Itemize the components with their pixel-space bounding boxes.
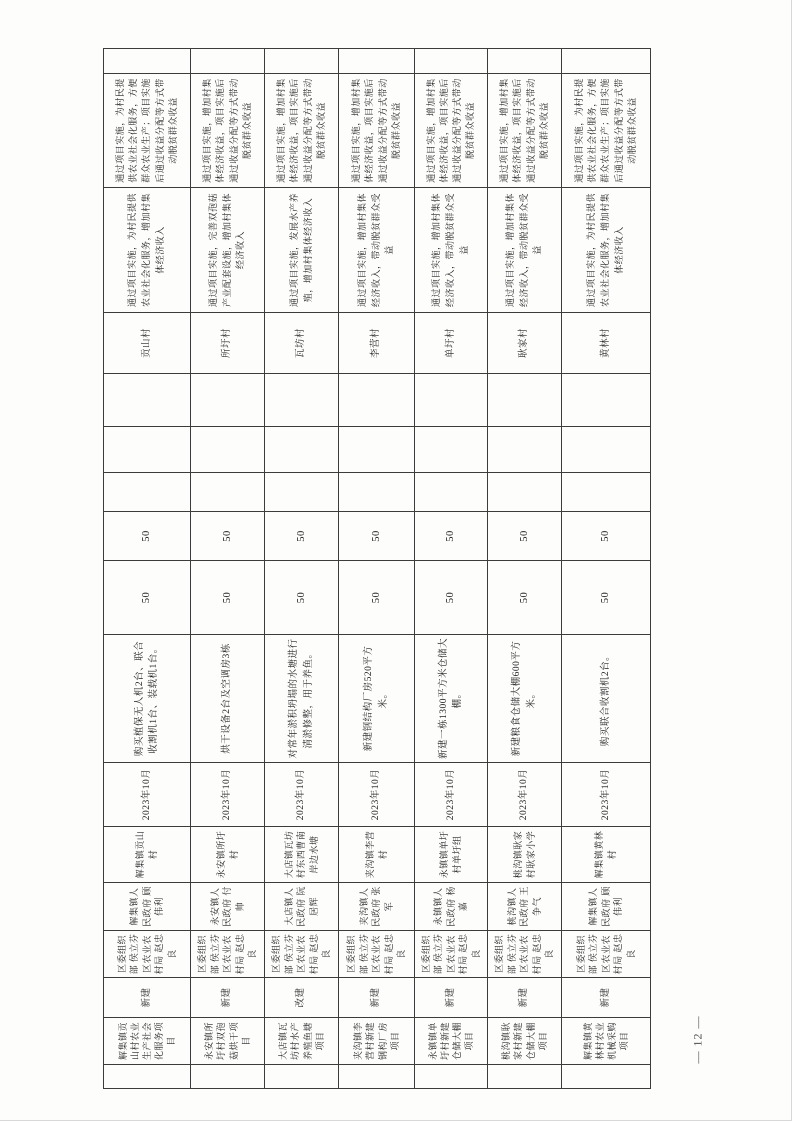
completion-time-cell: 2023年10月 (339, 762, 415, 826)
content-scale-cell: 购买植保无人机2台、联合收割机1台、装载机1台。 (104, 634, 191, 762)
benefit-village-cell: 贡山村 (104, 312, 191, 373)
completion-time-cell: 2023年10月 (191, 762, 265, 826)
fund-a-cell: 50 (415, 560, 488, 634)
linkage-mechanism-cell: 通过项目实施，增加村集体经济收益，项目实施后通过收益分配等方式带动脱贫群众收益 (488, 73, 562, 187)
content-scale-cell: 烘干设备2台及空调房3栋 (191, 634, 265, 762)
content-scale-cell: 新建一栋1300平方米仓储大棚。 (415, 634, 488, 762)
page-number: — 12 — (690, 1015, 705, 1064)
implementing-unit-cell: 永安镇人民政府 付帅 (191, 882, 265, 930)
blank-right-cell (104, 48, 191, 73)
fund-a-cell: 50 (191, 560, 265, 634)
project-name-cell: 解集镇黄林村农业机械采购项目 (562, 1017, 651, 1064)
linkage-mechanism-cell: 通过项目实施，增加村集体经济收益，项目实施后通过收益分配等方式带动脱贫群众收益 (415, 73, 488, 187)
blank-1-cell (104, 472, 191, 511)
blank-right-cell (191, 48, 265, 73)
blank-right-cell (488, 48, 562, 73)
implementing-unit-cell: 大店镇人民政府 阮居辉 (265, 882, 339, 930)
blank-1-cell (415, 472, 488, 511)
location-cell: 永镇镇单圩村单圩组 (415, 826, 488, 882)
project-name-cell: 大店镇瓦坊村水产养殖鱼塘项目 (265, 1017, 339, 1064)
blank-3-cell (339, 373, 415, 426)
fund-b-cell: 50 (265, 511, 339, 560)
blank-left-cell (191, 1064, 265, 1088)
blank-3-cell (488, 373, 562, 426)
responsible-unit-cell: 区委组织部 侯立芬 区农业农村局 赵忠良 (104, 930, 191, 977)
blank-1-cell (562, 472, 651, 511)
benefit-village-cell: 李营村 (339, 312, 415, 373)
blank-1-cell (191, 472, 265, 511)
content-scale-cell: 新建粮食仓储大棚600平方米。 (488, 634, 562, 762)
location-cell: 大店镇瓦坊村东西曹南岸边水塘 (265, 826, 339, 882)
blank-3-cell (562, 373, 651, 426)
performance-goal-cell: 通过项目实施，增加村集体经济收入，带动脱贫群众受益 (488, 187, 562, 312)
project-name-cell: 夹沟镇李营村新建钢构厂房项目 (339, 1017, 415, 1064)
construction-nature-cell: 新建 (415, 977, 488, 1017)
fund-b-cell: 50 (562, 511, 651, 560)
linkage-mechanism-cell: 通过项目实施，增加村集体经济收益，项目实施后通过收益分配等方式带动脱贫群众收益 (339, 73, 415, 187)
blank-right-cell (265, 48, 339, 73)
location-cell: 解集镇贡山村 (104, 826, 191, 882)
responsible-unit-cell: 区委组织部 侯立芬 区农业农村局 赵忠良 (339, 930, 415, 977)
construction-nature-cell: 新建 (191, 977, 265, 1017)
fund-a-cell: 50 (339, 560, 415, 634)
completion-time-cell: 2023年10月 (104, 762, 191, 826)
implementing-unit-cell: 解集镇人民政府 顾伟利 (104, 882, 191, 930)
location-cell: 永安镇所圩村 (191, 826, 265, 882)
blank-3-cell (191, 373, 265, 426)
performance-goal-cell: 通过项目实施，增加村集体经济收入，带动脱贫群众受益 (415, 187, 488, 312)
responsible-unit-cell: 区委组织部 侯立芬 区农业农村局 赵忠良 (562, 930, 651, 977)
benefit-village-cell: 黄林村 (562, 312, 651, 373)
fund-b-cell: 50 (104, 511, 191, 560)
implementing-unit-cell: 夹沟镇人民政府 张军 (339, 882, 415, 930)
performance-goal-cell: 通过项目实施，为村民提供农业社会化服务，增加村集体经济收入 (104, 187, 191, 312)
construction-nature-cell: 新建 (104, 977, 191, 1017)
completion-time-cell: 2023年10月 (265, 762, 339, 826)
responsible-unit-cell: 区委组织部 侯立芬 区农业农村局 赵忠良 (265, 930, 339, 977)
blank-right-cell (562, 48, 651, 73)
location-cell: 夹沟镇李营村 (339, 826, 415, 882)
performance-goal-cell: 通过项目实施，增加村集体经济收入，带动脱贫群众受益 (339, 187, 415, 312)
benefit-village-cell: 单圩村 (415, 312, 488, 373)
blank-left-cell (488, 1064, 562, 1088)
fund-a-cell: 50 (488, 560, 562, 634)
responsible-unit-cell: 区委组织部 侯立芬 区农业农村局 赵忠良 (191, 930, 265, 977)
blank-3-cell (265, 373, 339, 426)
blank-2-cell (562, 426, 651, 472)
blank-left-cell (265, 1064, 339, 1088)
blank-2-cell (191, 426, 265, 472)
responsible-unit-cell: 区委组织部 侯立芬 区农业农村局 赵忠良 (415, 930, 488, 977)
blank-3-cell (104, 373, 191, 426)
implementing-unit-cell: 桃沟镇人民政府 王争气 (488, 882, 562, 930)
blank-left-cell (562, 1064, 651, 1088)
benefit-village-cell: 所圩村 (191, 312, 265, 373)
blank-1-cell (265, 472, 339, 511)
linkage-mechanism-cell: 通过项目实施，增加村集体经济收益，项目实施后通过收益分配等方式带动脱贫群众收益 (265, 73, 339, 187)
blank-left-cell (104, 1064, 191, 1088)
blank-left-cell (339, 1064, 415, 1088)
project-name-cell: 解集镇贡山村农业生产社会化服务项目 (104, 1017, 191, 1064)
linkage-mechanism-cell: 通过项目实施，为村民提供农业社会化服务，方便群众农业生产；项目实施后通过收益分配等方式带动脱贫群众收益 (104, 73, 191, 187)
construction-nature-cell: 新建 (488, 977, 562, 1017)
fund-a-cell: 50 (562, 560, 651, 634)
performance-goal-cell: 通过项目实施，为村民提供农业社会化服务，增加村集体经济收入 (562, 187, 651, 312)
location-cell: 桃沟镇耿家村耿家小学 (488, 826, 562, 882)
content-scale-cell: 购买联合收割机2台。 (562, 634, 651, 762)
project-name-cell: 桃沟镇耿家村新建仓储大棚项目 (488, 1017, 562, 1064)
benefit-village-cell: 耿家村 (488, 312, 562, 373)
blank-2-cell (415, 426, 488, 472)
fund-b-cell: 50 (415, 511, 488, 560)
blank-right-cell (415, 48, 488, 73)
performance-goal-cell: 通过项目实施，完善双孢菇产业配套设施，增加村集体经济收入 (191, 187, 265, 312)
implementing-unit-cell: 解集镇人民政府 顾伟利 (562, 882, 651, 930)
fund-b-cell: 50 (191, 511, 265, 560)
implementing-unit-cell: 永镇镇人民政府 杨嘉 (415, 882, 488, 930)
blank-2-cell (488, 426, 562, 472)
blank-2-cell (104, 426, 191, 472)
completion-time-cell: 2023年10月 (415, 762, 488, 826)
fund-b-cell: 50 (488, 511, 562, 560)
blank-left-cell (415, 1064, 488, 1088)
location-cell: 解集镇黄林村 (562, 826, 651, 882)
blank-3-cell (415, 373, 488, 426)
fund-b-cell: 50 (339, 511, 415, 560)
blank-1-cell (339, 472, 415, 511)
project-name-cell: 永镇镇单圩村新建仓储大棚项目 (415, 1017, 488, 1064)
fund-a-cell: 50 (104, 560, 191, 634)
performance-goal-cell: 通过项目实施，发展水产养殖，增加村集体经济收入 (265, 187, 339, 312)
blank-right-cell (339, 48, 415, 73)
projects-table (103, 48, 651, 1089)
completion-time-cell: 2023年10月 (488, 762, 562, 826)
construction-nature-cell: 新建 (562, 977, 651, 1017)
blank-2-cell (265, 426, 339, 472)
fund-a-cell: 50 (265, 560, 339, 634)
content-scale-cell: 对常年淤积坍塌的水塘进行清淤修整，用于养鱼。 (265, 634, 339, 762)
construction-nature-cell: 新建 (339, 977, 415, 1017)
benefit-village-cell: 瓦坊村 (265, 312, 339, 373)
project-name-cell: 永安镇所圩村双孢菇烘干项目 (191, 1017, 265, 1064)
construction-nature-cell: 改建 (265, 977, 339, 1017)
blank-1-cell (488, 472, 562, 511)
linkage-mechanism-cell: 通过项目实施，增加村集体经济收益，项目实施后通过收益分配等方式带动脱贫群众收益 (191, 73, 265, 187)
linkage-mechanism-cell: 通过项目实施，为村民提供农业社会化服务，方便群众农业生产；项目实施后通过收益分配等方式带动脱贫群众收益 (562, 73, 651, 187)
completion-time-cell: 2023年10月 (562, 762, 651, 826)
responsible-unit-cell: 区委组织部 侯立芬 区农业农村局 赵忠良 (488, 930, 562, 977)
content-scale-cell: 新建钢结构厂房520平方米。 (339, 634, 415, 762)
blank-2-cell (339, 426, 415, 472)
